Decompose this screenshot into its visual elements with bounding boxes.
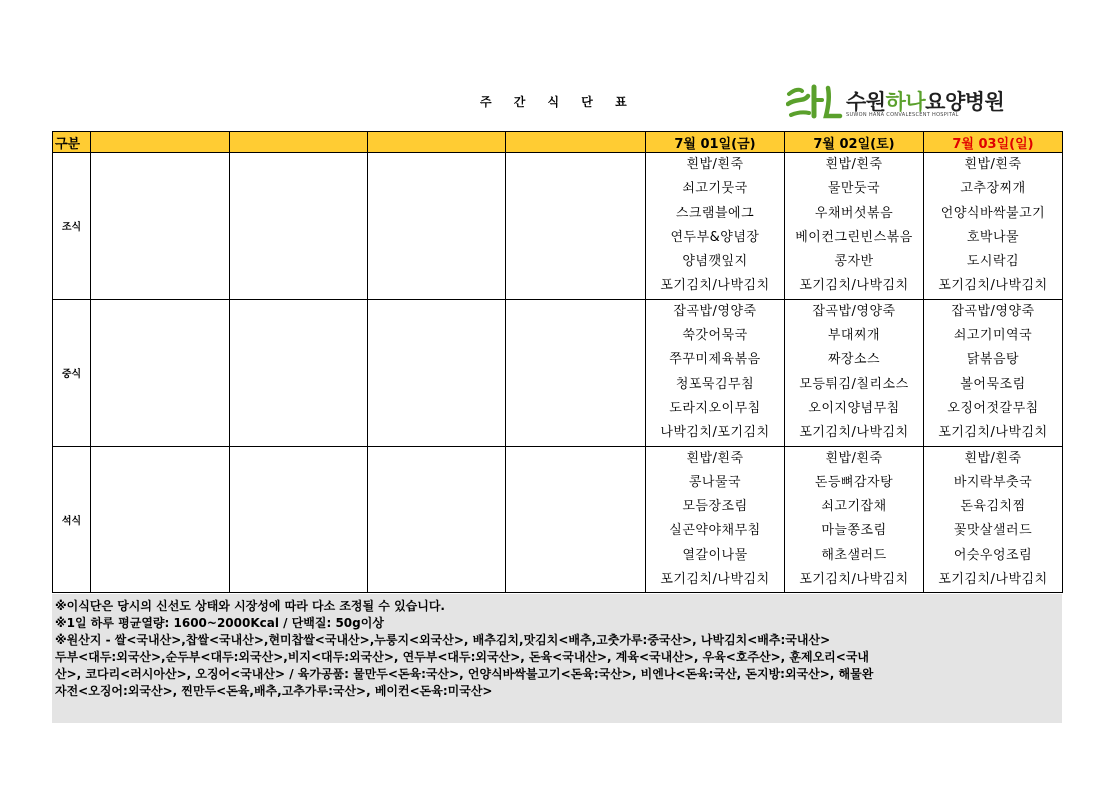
- menu-item: 포기김치/나박김치: [660, 278, 770, 294]
- empty-cell: [506, 153, 646, 300]
- menu-item: 오이지양념무침: [808, 400, 900, 416]
- menu-cell: [785, 153, 924, 300]
- menu-item: 실곤약야채무침: [669, 523, 761, 539]
- menu-item: 고추장찌개: [960, 181, 1026, 197]
- menu-item: 쭈꾸미제육볶음: [669, 352, 761, 368]
- menu-item: 볼어묵조림: [960, 376, 1026, 392]
- empty-cell: [91, 299, 230, 446]
- menu-item: 돈등뼈감자탕: [814, 474, 894, 490]
- menu-item: 포기김치/나박김치: [938, 572, 1048, 588]
- menu-item: 해초샐러드: [821, 547, 887, 563]
- menu-item: 잡곡밥/영양죽: [951, 303, 1035, 319]
- menu-item: 열갈이나물: [682, 547, 748, 563]
- meal-label: 석식: [53, 446, 91, 593]
- menu-item: 우채버섯볶음: [814, 205, 894, 221]
- menu-item: 흰밥/흰죽: [825, 450, 883, 466]
- menu-cell: [646, 446, 785, 593]
- menu-item: 쇠고기잡채: [821, 499, 887, 515]
- menu-item: 닭볶음탕: [966, 352, 1020, 368]
- hospital-name-english: SUWON HANA CONVALESCENT HOSPITAL: [846, 112, 959, 118]
- menu-item: 포기김치/나박김치: [938, 278, 1048, 294]
- meal-row-breakfast: [53, 153, 1063, 300]
- menu-item: 연두부&양념장: [670, 229, 760, 245]
- empty-day-header: [230, 132, 368, 153]
- menu-item: 부대찌개: [827, 328, 881, 344]
- menu-item: 흰밥/흰죽: [686, 157, 744, 172]
- menu-cell: [924, 446, 1063, 593]
- empty-day-header: [368, 132, 506, 153]
- empty-cell: [368, 153, 506, 300]
- empty-cell: [506, 299, 646, 446]
- menu-item: 꽃맛살샐러드: [953, 523, 1033, 539]
- menu-item: 콩자반: [834, 254, 874, 270]
- menu-item: 도시락김: [966, 254, 1020, 270]
- menu-item: 마늘쫑조림: [821, 523, 887, 539]
- note-line: ※원산지 - 쌀<국내산>,찹쌀<국내산>,현미찹쌀<국내산>,누룽지<외국산>, 배추김치,맛김치<배추,고춧가루:중국산>, 나박김치<배추:국내산>: [55, 633, 831, 647]
- hospital-logo-icon: [786, 82, 844, 120]
- document-title: 주 간 식 단 표: [480, 95, 636, 109]
- menu-item: 도라지오이무침: [669, 400, 761, 416]
- menu-item: 짜장소스: [827, 352, 881, 368]
- notes-box: [52, 594, 1062, 723]
- menu-item: 베이컨그린빈스볶음: [795, 229, 913, 245]
- menu-item: 언양식바싹불고기: [940, 205, 1046, 221]
- empty-cell: [91, 153, 230, 300]
- menu-cell: [924, 153, 1063, 300]
- menu-item: 잡곡밥/영양죽: [812, 303, 896, 319]
- day-header-fri: 7월 01일(금): [646, 132, 785, 153]
- note-line: 자전<오징어:외국산>, 찐만두<돈육,배추,고추가루:국산>, 베이컨<돈육:미국산>: [55, 684, 493, 698]
- hospital-name-part1: 수원: [846, 90, 886, 114]
- menu-item: 돈육김치찜: [960, 499, 1026, 515]
- menu-item: 바지락부춧국: [953, 474, 1033, 490]
- menu-item: 나박김치/포기김치: [660, 425, 770, 441]
- menu-item: 포기김치/나박김치: [660, 572, 770, 588]
- menu-item: 잡곡밥/영양죽: [673, 303, 757, 319]
- hospital-logo: [786, 82, 1026, 122]
- menu-item: 모듬장조림: [682, 499, 748, 515]
- menu-item: 흰밥/흰죽: [825, 157, 883, 172]
- day-header-sat: 7월 02일(토): [785, 132, 924, 153]
- empty-cell: [368, 299, 506, 446]
- note-line: ※1일 하루 평균열량: 1600~2000Kcal / 단백질: 50g이상: [55, 616, 384, 630]
- empty-cell: [368, 446, 506, 593]
- menu-cell: [785, 299, 924, 446]
- empty-cell: [230, 446, 368, 593]
- menu-item: 포기김치/나박김치: [799, 572, 909, 588]
- empty-cell: [230, 153, 368, 300]
- note-line: 산>, 코다리<러시아산>, 오징어<국내산> / 육가공품: 물만두<돈육:국산>, 언양식바싹불고기<돈육:국산>, 비엔나<돈육:국산, 돈지방:외국산>, 해물완: [55, 667, 874, 681]
- empty-cell: [230, 299, 368, 446]
- menu-item: 쇠고기미역국: [953, 328, 1033, 344]
- gubun-header: 구분: [53, 132, 91, 153]
- menu-item: 포기김치/나박김치: [799, 278, 909, 294]
- menu-item: 쇠고기뭇국: [682, 181, 748, 197]
- menu-item: 흰밥/흰죽: [686, 450, 744, 466]
- empty-cell: [91, 446, 230, 593]
- empty-day-header: [91, 132, 230, 153]
- menu-item: 콩나물국: [688, 474, 742, 490]
- menu-item: 흰밥/흰죽: [964, 450, 1022, 466]
- weekly-menu-table: [52, 131, 1063, 593]
- note-line: 두부<대두:외국산>,순두부<대두:외국산>,비지<대두:외국산>, 연두부<대두:외국산>, 돈육<국내산>, 계육<국내산>, 우육<호주산>, 훈제오리<국내: [55, 650, 870, 664]
- menu-cell: [646, 299, 785, 446]
- menu-item: 오징어젓갈무침: [947, 400, 1039, 416]
- empty-day-header: [506, 132, 646, 153]
- menu-item: 물만둣국: [827, 181, 881, 197]
- menu-item: 양념깻잎지: [682, 254, 748, 270]
- meal-row-dinner: [53, 446, 1063, 593]
- menu-item: 포기김치/나박김치: [799, 425, 909, 441]
- meal-label: 조식: [53, 153, 91, 300]
- menu-cell: [646, 153, 785, 300]
- menu-item: 스크램블에그: [675, 205, 755, 221]
- menu-item: 포기김치/나박김치: [938, 425, 1048, 441]
- menu-item: 호박나물: [966, 229, 1020, 245]
- meal-label: 중식: [53, 299, 91, 446]
- note-line: ※이식단은 당시의 신선도 상태와 시장성에 따라 다소 조정될 수 있습니다.: [55, 599, 445, 613]
- menu-cell: [924, 299, 1063, 446]
- meal-row-lunch: [53, 299, 1063, 446]
- hospital-name-part2: 하나: [885, 90, 926, 114]
- menu-item: 쑥갓어묵국: [682, 328, 748, 344]
- menu-item: 어슷우엉조림: [953, 547, 1033, 563]
- empty-cell: [506, 446, 646, 593]
- menu-item: 모등튀김/칠리소스: [799, 376, 909, 392]
- table-header-row: [53, 132, 1063, 153]
- menu-item: 청포묵김무침: [675, 376, 755, 392]
- hospital-name-part3: 요양병원: [925, 90, 1005, 114]
- menu-item: 흰밥/흰죽: [964, 157, 1022, 172]
- day-header-sun: 7월 03일(일): [924, 132, 1063, 153]
- menu-cell: [785, 446, 924, 593]
